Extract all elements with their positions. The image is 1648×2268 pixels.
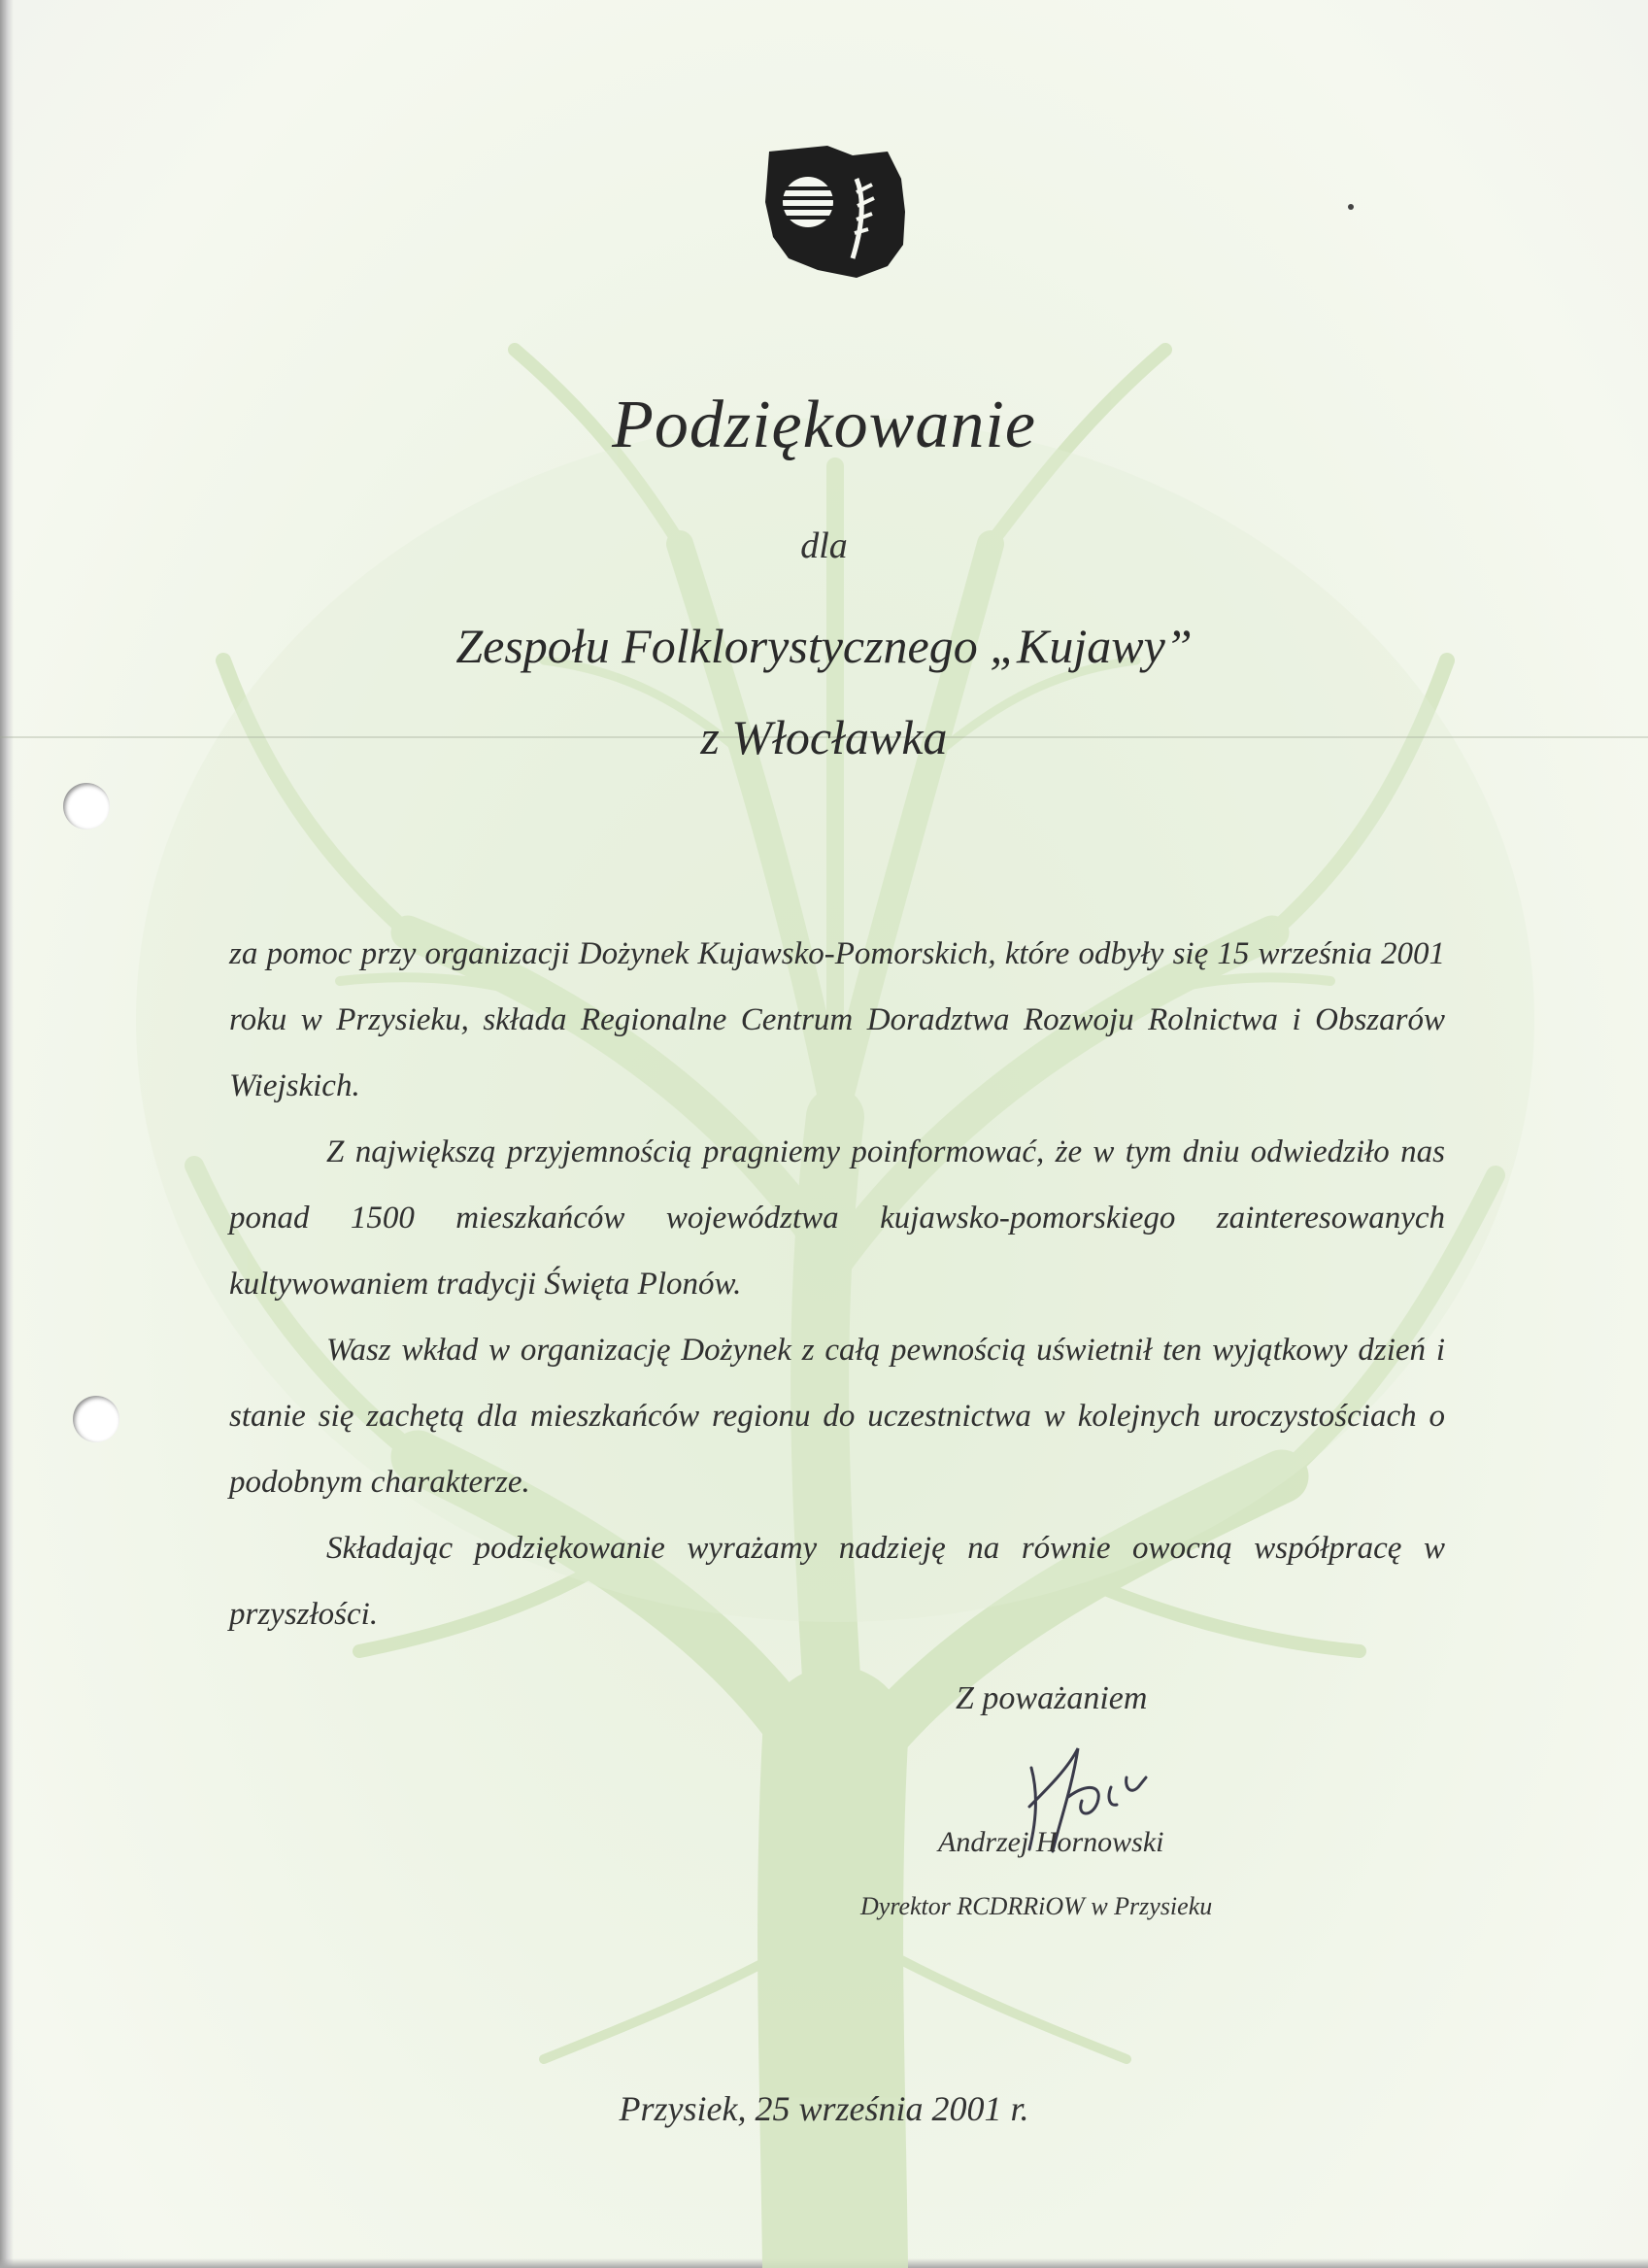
- document-title: Podziękowanie: [612, 388, 1036, 462]
- recipient-name: Zespołu Folklorystycznego „Kujawy”: [455, 619, 1193, 673]
- ink-speck: [1348, 204, 1354, 210]
- body-paragraph: Wasz wkład w organizację Dożynek z całą pewnością uświetnił ten wyjątkowy dzień i stanie się zachętą dla mieszkańców regionu do uczestnictwa w kolejnych uroczystościach o podobnym charakterze.: [229, 1333, 1445, 1500]
- punch-hole-top: [63, 783, 110, 829]
- closing-salutation: Z poważaniem: [956, 1680, 1148, 1716]
- body-paragraph: za pomoc przy organizacji Dożynek Kujawsko-Pomorskich, które odbyły się 15 września 2001 roku w Przysieku, składa Regionalne Centrum Doradztwa Rozwoju Rolnictwa i Obszarów Wiejskich.: [229, 936, 1445, 1103]
- poland-map-logo-icon: [759, 144, 915, 282]
- letter-date: Przysiek, 25 września 2001 r.: [619, 2089, 1029, 2128]
- signer-name: Andrzej Hornowski: [938, 1826, 1164, 1858]
- punch-hole-bottom: [73, 1396, 119, 1442]
- body-paragraph: Z największą przyjemnością pragniemy poinformować, że w tym dniu odwiedziło nas ponad 1500 mieszkańców województwa kujawsko-pomorskiego zainteresowanych kultywowaniem tradycji Święta Plonów.: [229, 1134, 1445, 1302]
- letter-body: [229, 921, 1445, 1647]
- recipient-city: z Włocławka: [700, 710, 948, 764]
- signer-position: Dyrektor RCDRRiOW w Przysieku: [860, 1892, 1213, 1920]
- body-paragraph: Składając podziękowanie wyrażamy nadzieję na równie owocną współpracę w przyszłości.: [229, 1531, 1445, 1632]
- for-label: dla: [800, 525, 848, 566]
